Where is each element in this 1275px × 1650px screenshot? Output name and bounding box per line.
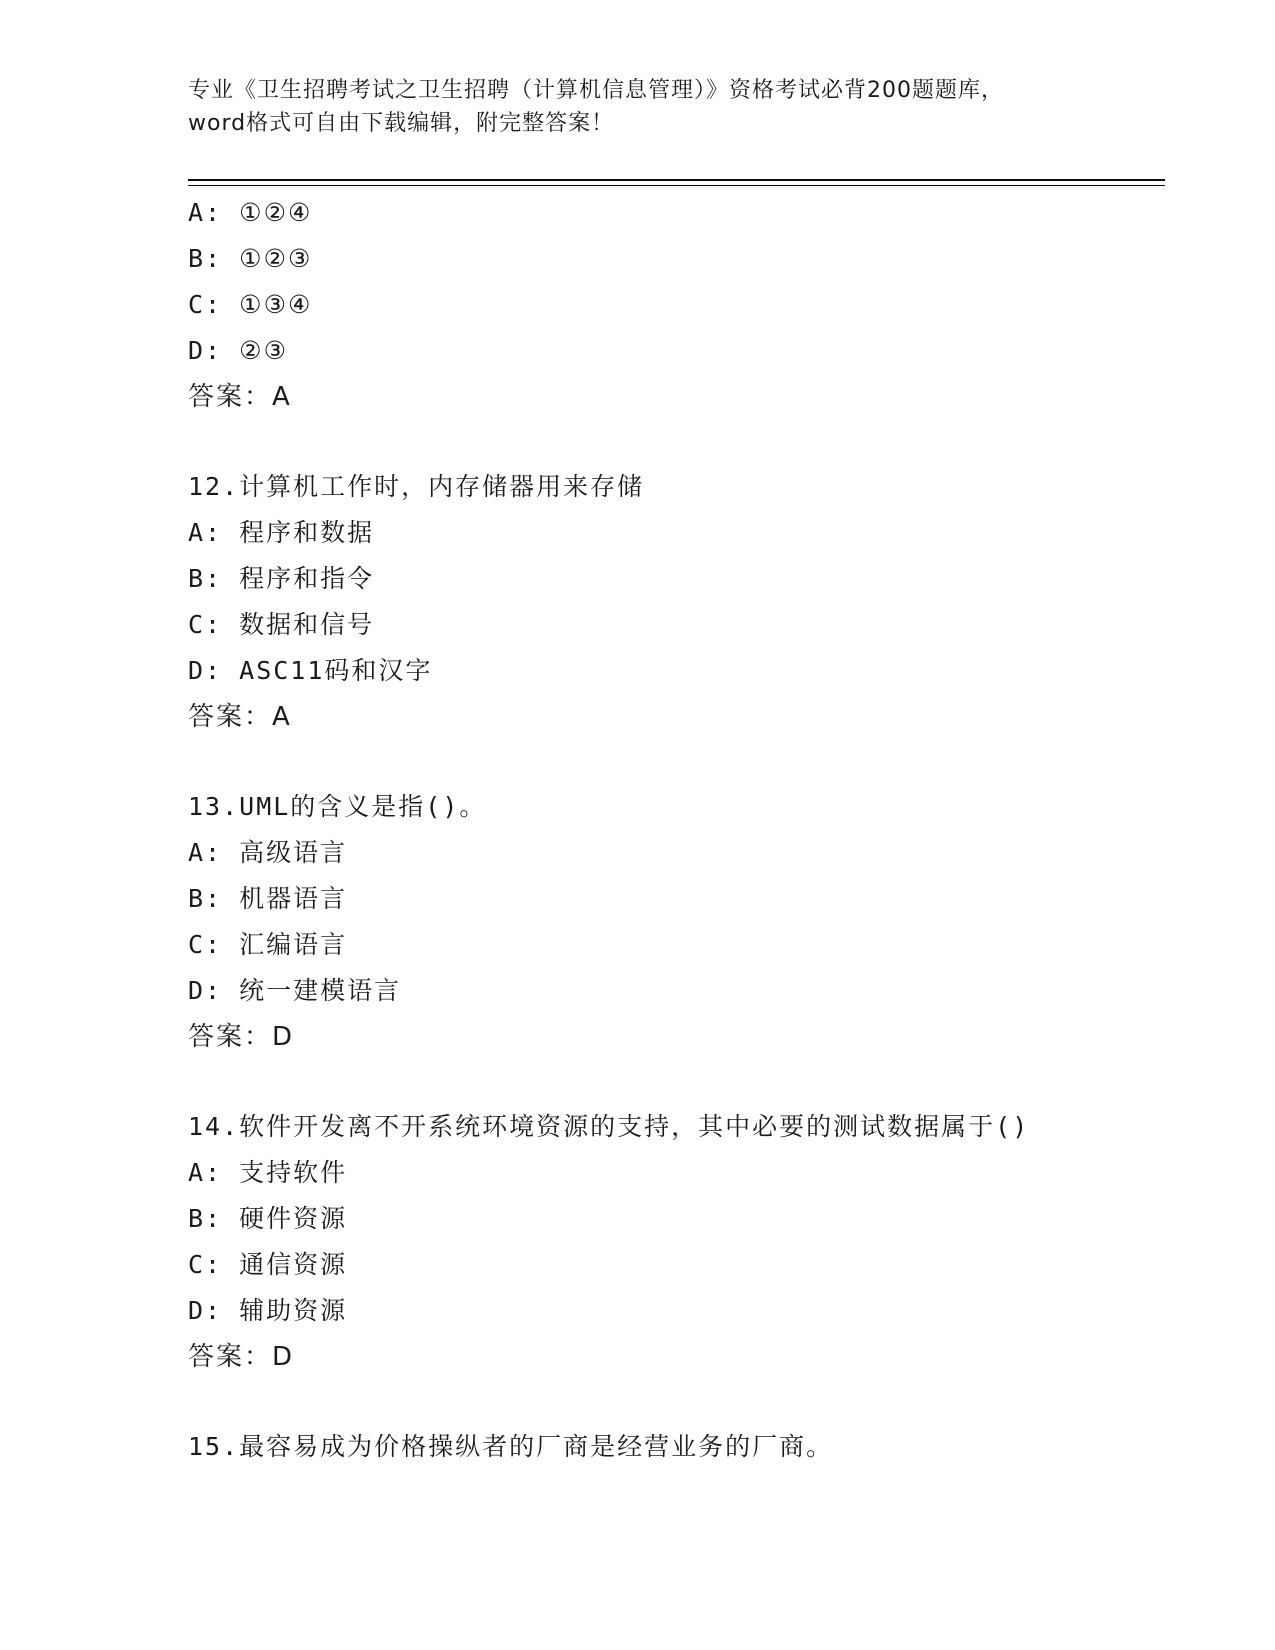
option-c: C: 汇编语言	[188, 930, 348, 959]
option-d: D: ②③	[188, 336, 288, 365]
header-line-2: word格式可自由下载编辑，附完整答案！	[188, 111, 615, 136]
option-a: A: 高级语言	[188, 838, 348, 867]
question-12-block	[188, 464, 1165, 740]
option-a: A: 程序和数据	[188, 518, 375, 547]
option-c: C: 通信资源	[188, 1250, 348, 1279]
question-text: 15.最容易成为价格操纵者的厂商是经营业务的厂商。	[188, 1432, 834, 1461]
spacer	[188, 1380, 1165, 1424]
option-a: A: ①②④	[188, 198, 313, 227]
answer: 答案：A	[188, 702, 292, 732]
question-15-block	[188, 1424, 1165, 1470]
option-c: C: 数据和信号	[188, 610, 375, 639]
question-list	[188, 190, 1165, 1470]
spacer	[188, 420, 1165, 464]
spacer	[188, 1060, 1165, 1104]
spacer	[188, 740, 1165, 784]
answer: 答案：A	[188, 382, 292, 412]
answer: 答案：D	[188, 1342, 295, 1372]
option-d: D: ASC11码和汉字	[188, 656, 433, 685]
question-text: 13.UML的含义是指()。	[188, 792, 487, 821]
question-13-block	[188, 784, 1165, 1060]
option-b: B: 程序和指令	[188, 564, 375, 593]
option-b: B: 硬件资源	[188, 1204, 348, 1233]
option-a: A: 支持软件	[188, 1158, 348, 1187]
question-11-block	[188, 190, 1165, 420]
option-b: B: ①②③	[188, 244, 313, 273]
question-text: 12.计算机工作时，内存储器用来存储	[188, 472, 645, 501]
option-c: C: ①③④	[188, 290, 313, 319]
answer: 答案：D	[188, 1022, 295, 1052]
header-rule-thick	[188, 179, 1165, 181]
header-rule-thin	[188, 185, 1165, 186]
header-line-1: 专业《卫生招聘考试之卫生招聘（计算机信息管理）》资格考试必背200题题库，	[188, 78, 1004, 103]
option-d: D: 统一建模语言	[188, 976, 402, 1005]
option-b: B: 机器语言	[188, 884, 348, 913]
question-text: 14.软件开发离不开系统环境资源的支持，其中必要的测试数据属于()	[188, 1112, 1030, 1141]
document-header	[188, 74, 1088, 140]
question-14-block	[188, 1104, 1165, 1380]
option-d: D: 辅助资源	[188, 1296, 348, 1325]
